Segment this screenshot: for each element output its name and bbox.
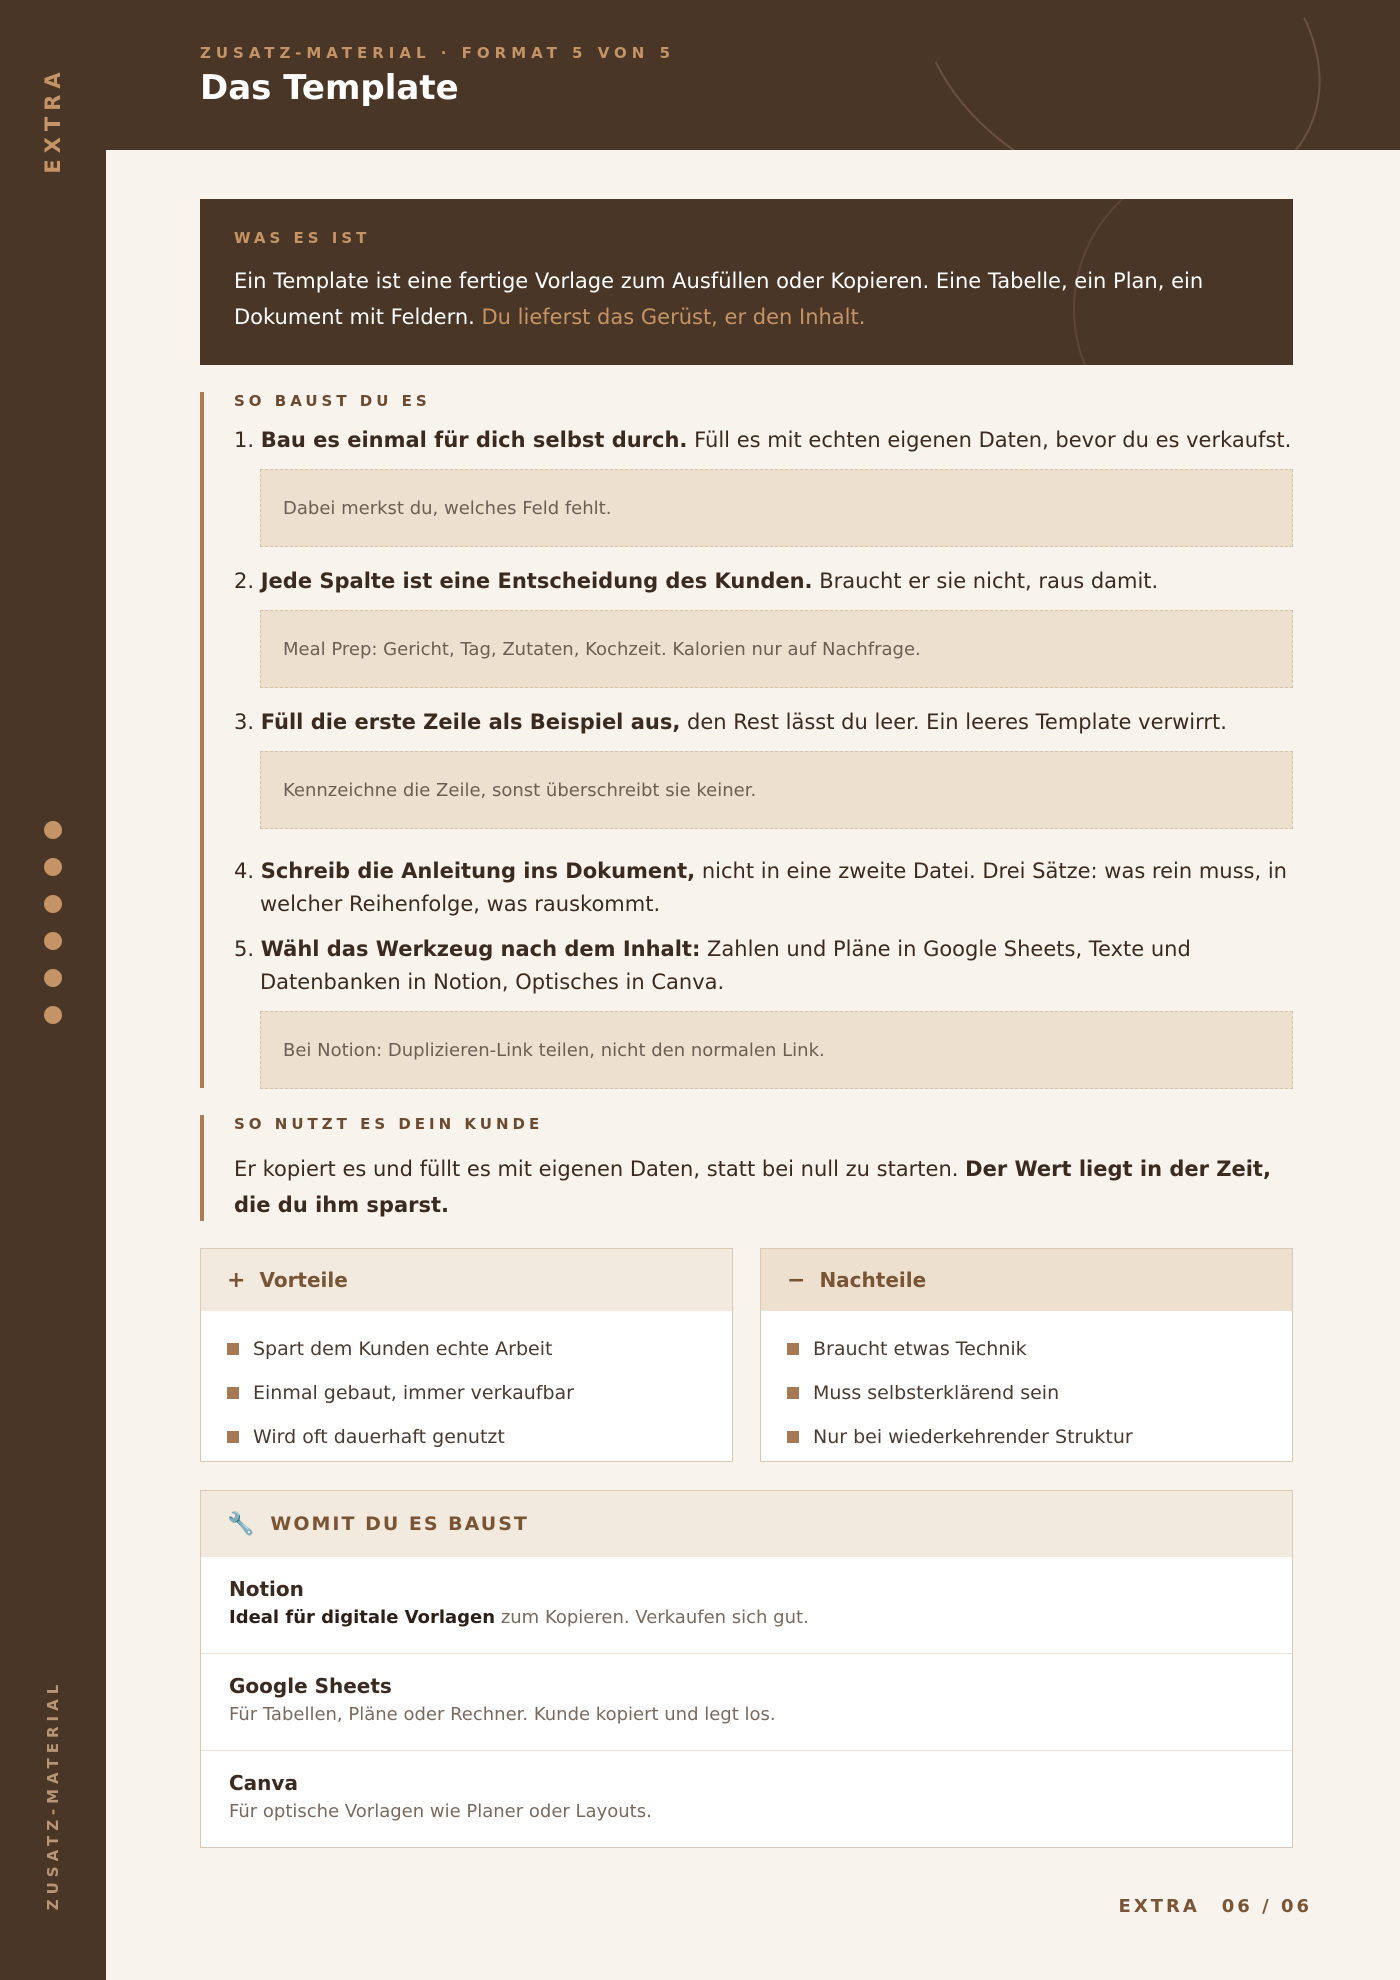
page-footer: [1119, 1896, 1312, 1917]
step-item: [234, 424, 1293, 457]
list-item: [227, 1327, 706, 1371]
pros-header: [201, 1249, 732, 1311]
step-number: 5.: [234, 937, 255, 961]
page-header: [106, 0, 1400, 150]
list-item-text: Braucht etwas Technik: [813, 1338, 1027, 1360]
pros-list: [201, 1311, 732, 1475]
sidebar: [0, 0, 106, 1980]
step-bold: Bau es einmal für dich selbst durch.: [260, 428, 688, 452]
step-text: Braucht er sie nicht, raus damit.: [819, 569, 1159, 593]
sidebar-bottom-label: ZUSATZ-MATERIAL: [44, 1679, 62, 1911]
bullet-square-icon: [787, 1387, 799, 1399]
list-item: [787, 1371, 1266, 1415]
tool-desc-text: zum Kopieren. Verkaufen sich gut.: [500, 1607, 809, 1628]
cons-title: Nachteile: [819, 1268, 927, 1292]
use-label: SO NUTZT ES DEIN KUNDE: [234, 1115, 544, 1133]
list-item-text: Spart dem Kunden echte Arbeit: [253, 1338, 553, 1360]
bullet-square-icon: [787, 1431, 799, 1443]
tool-desc-text: Für Tabellen, Pläne oder Rechner. Kunde kopiert und legt los.: [229, 1704, 776, 1725]
step-item: [234, 933, 1293, 999]
list-item-text: Wird oft dauerhaft genutzt: [253, 1426, 505, 1448]
intro-accent-text: Du lieferst das Gerüst, er den Inhalt.: [481, 305, 866, 329]
progress-dot: [44, 821, 62, 839]
step-text: Zahlen und Pläne in Google Sheets, Texte und Datenbanken in Notion, Optisches in Canva.: [260, 937, 1191, 994]
step-number: 3.: [234, 710, 255, 734]
step-text: den Rest lässt du leer. Ein leeres Template verwirrt.: [686, 710, 1227, 734]
footer-label: EXTRA: [1118, 1896, 1200, 1917]
step-item: [234, 565, 1293, 598]
step-bold: Füll die erste Zeile als Beispiel aus,: [260, 710, 681, 734]
tool-desc: [229, 1607, 1264, 1628]
plus-icon: +: [227, 1267, 246, 1293]
progress-dot: [44, 932, 62, 950]
cons-card: [760, 1248, 1293, 1462]
tool-item-google-sheets: [201, 1654, 1292, 1751]
sidebar-top-label: EXTRA: [41, 66, 65, 174]
step-text: nicht in eine zweite Datei. Drei Sätze: was rein muss, in welcher Reihenfolge, was rauskommt.: [260, 859, 1287, 916]
step-bold: Schreib die Anleitung ins Dokument,: [260, 859, 696, 883]
tool-desc: [229, 1801, 1264, 1822]
intro-label: WAS ES IST: [234, 229, 371, 247]
bullet-square-icon: [227, 1343, 239, 1355]
page-title: Das Template: [200, 68, 459, 108]
build-label: SO BAUST DU ES: [234, 392, 431, 410]
wrench-icon: 🔧: [227, 1511, 257, 1537]
step-item: [234, 706, 1293, 739]
intro-main-text: Ein Template ist eine fertige Vorlage zum Ausfüllen oder Kopieren. Eine Tabelle, ein Plan, ein Dokument mit Feldern.: [234, 269, 1204, 329]
use-section: [200, 1115, 1293, 1221]
steps-list: [234, 424, 1293, 1089]
tool-name: Google Sheets: [229, 1674, 392, 1698]
step-number: 4.: [234, 859, 255, 883]
tool-desc: [229, 1704, 1264, 1725]
list-item-text: Einmal gebaut, immer verkaufbar: [253, 1382, 574, 1404]
pros-title: Vorteile: [259, 1268, 348, 1292]
progress-dot: [44, 969, 62, 987]
progress-dot: [44, 858, 62, 876]
step-tip: Kennzeichne die Zeile, sonst überschreibt sie keiner.: [260, 751, 1293, 829]
page-number: 06 / 06: [1221, 1896, 1312, 1917]
list-item: [227, 1371, 706, 1415]
list-item: [227, 1415, 706, 1459]
progress-dot: [44, 895, 62, 913]
progress-dots: [44, 821, 62, 1024]
tools-card: [200, 1490, 1293, 1848]
tools-header: [201, 1491, 1292, 1557]
tool-item-canva: [201, 1751, 1292, 1848]
tool-name: Notion: [229, 1577, 304, 1601]
step-bold: Wähl das Werkzeug nach dem Inhalt:: [260, 937, 701, 961]
list-item: [787, 1415, 1266, 1459]
step-tip: Meal Prep: Gericht, Tag, Zutaten, Kochzeit. Kalorien nur auf Nachfrage.: [260, 610, 1293, 688]
tool-desc-text: Für optische Vorlagen wie Planer oder Layouts.: [229, 1801, 652, 1822]
list-item: [787, 1327, 1266, 1371]
tool-item-notion: [201, 1557, 1292, 1654]
bullet-square-icon: [227, 1431, 239, 1443]
minus-icon: −: [787, 1267, 806, 1293]
step-number: 2.: [234, 569, 255, 593]
decorative-arc: [866, 0, 1373, 150]
step-tip: Dabei merkst du, welches Feld fehlt.: [260, 469, 1293, 547]
step-tip: Bei Notion: Duplizieren-Link teilen, nicht den normalen Link.: [260, 1011, 1293, 1089]
tool-desc-bold: Ideal für digitale Vorlagen: [229, 1607, 496, 1628]
step-number: 1.: [234, 428, 255, 452]
cons-list: [761, 1311, 1292, 1475]
step-bold: Jede Spalte ist eine Entscheidung des Kunden.: [260, 569, 813, 593]
intro-text: [234, 263, 1259, 335]
tools-title: WOMIT DU ES BAUST: [270, 1513, 529, 1535]
use-bold-text: Der Wert liegt in der Zeit, die du ihm sparst.: [234, 1157, 1271, 1217]
pros-card: [200, 1248, 733, 1462]
list-item-text: Nur bei wiederkehrender Struktur: [813, 1426, 1133, 1448]
step-text: Füll es mit echten eigenen Daten, bevor du es verkaufst.: [694, 428, 1292, 452]
intro-box: [200, 199, 1293, 365]
bullet-square-icon: [227, 1387, 239, 1399]
step-item: [234, 855, 1293, 921]
use-main-text: Er kopiert es und füllt es mit eigenen Daten, statt bei null zu starten.: [234, 1157, 959, 1181]
tool-name: Canva: [229, 1771, 298, 1795]
build-section: [200, 392, 1293, 1088]
list-item-text: Muss selbsterklärend sein: [813, 1382, 1060, 1404]
bullet-square-icon: [787, 1343, 799, 1355]
header-eyebrow: ZUSATZ-MATERIAL · FORMAT 5 VON 5: [200, 44, 676, 62]
use-text: [234, 1151, 1293, 1223]
progress-dot: [44, 1006, 62, 1024]
cons-header: [761, 1249, 1292, 1311]
